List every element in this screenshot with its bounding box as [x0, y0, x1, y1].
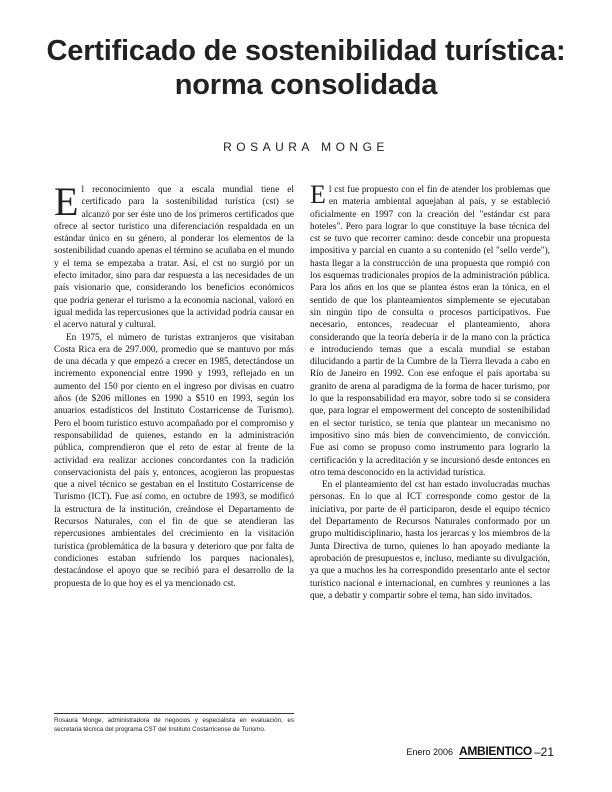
- title-line-1: Certificado de sostenibilidad turística:: [46, 35, 566, 67]
- paragraph: [310, 479, 550, 602]
- page-number: –21: [533, 744, 554, 759]
- body-column-right: [310, 180, 550, 714]
- title-line-2: norma consolidada: [174, 69, 438, 101]
- author-name: ROSAURA MONGE: [223, 140, 389, 154]
- paragraph-text: l reconocimiento que a escala mundial tiene el certificado para la sostenibilidad turística (cst) se alcanzó por ser éste uno de los primeros certificados que ofrece al sector turístico una diferenciación respaldada en un estándar único en su género, al ponderar los elementos de la sostenibilidad cuando apenas el término se acuñaba en el mundo y el tema se empezaba a tratar. Así, el cst no surgió por un efecto imitador, sino para dar respuesta a las necesidades de un país visionario que, considerando los beneficios económicos que podría generar el turismo a la economía nacional, valoró en igual medida las repercusiones que la actividad podría causar en el acervo natural y cultural.: [54, 185, 294, 331]
- drop-cap: E: [310, 180, 326, 209]
- paragraph: [54, 179, 294, 332]
- body-column-left: [54, 179, 294, 704]
- paragraph: [54, 332, 294, 590]
- paragraph: [310, 180, 550, 479]
- magazine-logo: AMBIENTICO: [458, 744, 532, 758]
- issue-date: Enero 2006: [406, 746, 453, 757]
- paragraph-text: En el planteamiento del cst han estado involucradas muchas personas. En lo que al ICT corresponde como gestor de la iniciativa, por parte de él participaron, desde el equipo técnico del Departamento de Recursos Naturales conformado por un grupo multidisciplinario, hasta los jerarcas y los miembros de la Junta Directiva de turno, quienes lo han apoyado mediante la aprobación de presupuestos e, incluso, mediante su divulgación, ya que a muchos les ha correspondido presentarlo ante el sector turístico nacional e internacional, en cumbres y reuniones a las que, a debatir y compartir sobre el tema, han sido invitados.: [310, 480, 550, 601]
- article-title: [40, 34, 572, 102]
- drop-cap: E: [54, 179, 79, 224]
- paragraph-text: l cst fue propuesto con el fin de atender los problemas que en materia ambiental aquejaban al país, y se estableció oficialmente en 1997 con la creación del "estándar cst para hoteles". Pero para lograr lo que constituye la base técnica del cst se tuvo que recorrer camino: desde concebir una propuesta impositiva y parcial en cuanto a su contenido (el "sello verde"), hasta llegar a la construcción de una propuesta que rompió con los esquemas tradicionales propios de la administración pública. Para los años en los que se plantea éstos eran la tónica, en el sentido de que los planteamientos simplemente se ejecutaban sin ningún tipo de consulta o procesos participativos. Fue necesario, entonces, readecuar el planteamiento, ahora considerando que la teoría debería ir de la mano con la práctica e introduciendo temas que a escala mundial se estaban dilucidando a partir de la Cumbre de la Tierra llevada a cabo en Río de Janeiro en 1992. Con ese enfoque el país aportaba su granito de arena al paradigma de la forma de hacer turismo, por lo que la responsabilidad era mayor, sobre todo si se considera que, para lograr el empowerment del concepto de sostenibilidad en el sector turístico, se tenía que plantear un mecanismo no impositivo sino más bien de convencimiento, de convicción. Fue así como se propuso como instrumento para lograrlo la certificación y la acreditación y se incursionó desde entonces en otro tema desconocido en la actividad turística.: [310, 185, 550, 478]
- author-footnote: Rosaura Monge, administradora de negocios y especialista en evaluación, es secretaria técnica del programa CST del Instituto Costarricense de Turismo.: [54, 717, 294, 733]
- paragraph-text: En 1975, el número de turistas extranjeros que visitaban Costa Rica era de 297.000, promedio que se mantuvo por más de una década y que empezó a crecer en 1985, detectándose un incremento exponencial entre 1990 y 1993, reflejado en un aumento del 150 por ciento en el ingreso por divisas en cuatro años (de $206 millones en 1990 a $510 en 1993, según los anuarios estadísticos del Instituto Costarricense de Turismo). Pero el boom turístico estuvo acompañado por el compromiso y responsabilidad de quienes, estando en la administración pública, comprendieron que el reto de estar al frente de la actividad era realizar acciones concordantes con la tradición conservacionista del país y, entonces, acogieron las propuestas que a nivel técnico se gestaban en el Instituto Costarricense de Turismo (ICT). Fue así como, en octubre de 1993, se modificó la estructura de la institución, creándose el Departamento de Recursos Naturales, con el fin de que se atendieran las repercusiones ambientales del crecimiento en la visitación turística (problemática de la basura y deterioro que por falta de condiciones estaban sufriendo los parques nacionales), destacándose el apoyo que se recibió para el desarrollo de la propuesta de lo que hoy es el ya mencionado cst.: [54, 332, 294, 589]
- page-footer: [406, 744, 554, 759]
- footnote-divider: [54, 713, 294, 714]
